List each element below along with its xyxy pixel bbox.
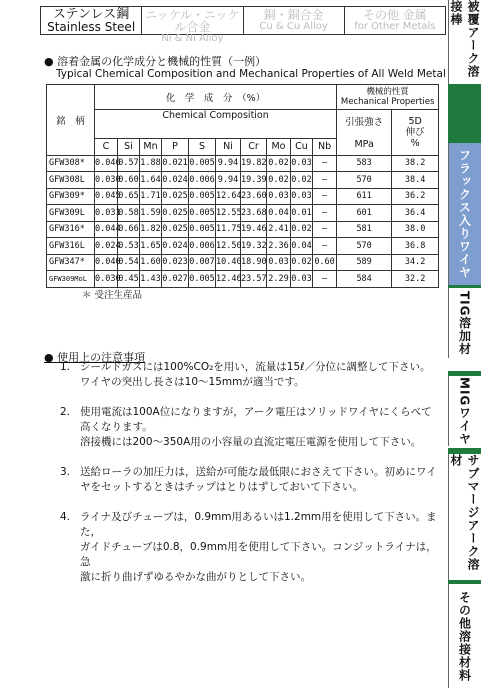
value-cell: 32.2 [392,271,439,288]
value-cell: 1.59 [140,205,162,222]
table-row [47,155,439,172]
top-tab-en: Ni & Ni Alloy [161,33,224,44]
value-cell: 12.50 [216,238,241,255]
footnote: ＊ 受注生産品 [82,290,143,301]
value-cell: 0.02 [267,155,291,172]
sidebar-divider [448,84,481,143]
value-cell: 0.60 [313,254,337,271]
sidebar-tab-label: サブマージアーク溶材 [449,454,480,571]
value-cell: 0.025 [162,188,189,205]
element-header: Mo [267,139,291,156]
element-header: Cu [291,139,313,156]
sidebar-tab-3[interactable] [448,376,481,446]
section-title-composition: ● 溶着金属の化学成分と機械的性質（一例） [44,55,267,68]
element-header: P [162,139,189,156]
value-cell: 0.007 [189,254,216,271]
value-cell: 0.024 [95,238,118,255]
value-cell: 0.01 [291,205,313,222]
caution-line: ガイドチューブは0.8，0.9mm用を使用して下さい。コンジットライナは，急 [80,541,437,568]
sidebar-tab-4[interactable] [448,454,481,582]
material-category-tabs [40,6,446,44]
caution-line: 送給ローラの加圧力は，送給が可能な最低限におさえて下さい。初めにワイ [80,466,437,478]
value-cell: 0.044 [95,221,118,238]
caution-line: ヤをセットするときはチップはとりはずしておいて下さい。 [80,481,363,493]
value-cell: 11.75 [216,221,241,238]
table-row [47,271,439,288]
sidebar-tab-label: MIGワイヤ [457,376,472,446]
brand-header: 銘 柄 [47,85,95,156]
top-tab-3[interactable] [344,7,445,34]
element-header: S [189,139,216,156]
value-cell: 0.02 [291,221,313,238]
value-cell: 0.66 [118,221,140,238]
top-tab-jp: ニッケル・ニッケル合金 [145,8,240,34]
value-cell: 23.68 [241,205,267,222]
brand-cell: GFW308* [47,155,95,172]
value-cell: 570 [337,172,392,189]
value-cell: 1.82 [140,221,162,238]
brand-cell: GFW316* [47,221,95,238]
table-row [47,238,439,255]
value-cell: — [313,155,337,172]
value-cell: 0.54 [118,254,140,271]
value-cell: — [313,271,337,288]
value-cell: 1.64 [140,172,162,189]
value-cell: 12.55 [216,205,241,222]
caution-item [60,405,440,450]
value-cell: 36.2 [392,188,439,205]
value-cell: 38.4 [392,172,439,189]
value-cell: 36.8 [392,238,439,255]
value-cell: 0.030 [95,172,118,189]
value-cell: 2.36 [267,238,291,255]
value-cell: 0.02 [291,172,313,189]
value-cell: 0.024 [162,238,189,255]
value-cell: 2.29 [267,271,291,288]
value-cell: 12.64 [216,188,241,205]
value-cell: 570 [337,238,392,255]
value-cell: 0.57 [118,155,140,172]
value-cell: 0.03 [291,155,313,172]
top-tab-en: Stainless Steel [47,20,136,34]
value-cell: 19.82 [241,155,267,172]
value-cell: 36.4 [392,205,439,222]
table-row [47,254,439,271]
sidebar-divider [448,448,481,454]
section-subtitle-composition: Typical Chemical Composition and Mechanical Properties of All Weld Metal [56,68,446,80]
value-cell: 0.025 [162,205,189,222]
value-cell: 9.94 [216,172,241,189]
elongation-header: 5D 伸び % [392,110,439,156]
element-header: C [95,139,118,156]
cautions-title: ● 使用上の注意事項 [44,351,146,364]
caution-line: シールドガスには100%CO₂を用い，流量は15ℓ／分位に調整して下さい。 [80,361,431,373]
caution-number: 4. [60,511,71,523]
value-cell: 0.005 [189,271,216,288]
value-cell: 0.005 [189,221,216,238]
value-cell: 1.43 [140,271,162,288]
value-cell: 0.023 [162,254,189,271]
table-row [47,205,439,222]
value-cell: 0.03 [267,188,291,205]
value-cell: — [313,188,337,205]
table-row [47,172,439,189]
sidebar-tab-label: TIG溶加材 [457,290,472,356]
value-cell: 0.04 [267,205,291,222]
value-cell: 19.32 [241,238,267,255]
value-cell: 0.025 [162,221,189,238]
composition-table [46,84,439,288]
brand-cell: GFW308L [47,172,95,189]
chem-header-en: Chemical Composition [95,110,337,139]
caution-number: 1. [60,361,71,373]
value-cell: 601 [337,205,392,222]
value-cell: 0.005 [189,155,216,172]
value-cell: 0.024 [162,172,189,189]
value-cell: 0.58 [118,205,140,222]
sidebar-divider [448,371,481,376]
sidebar-tab-label: フラックス入りワイヤ [457,149,472,279]
value-cell: 1.65 [140,238,162,255]
top-tab-en: for Other Metals [354,21,436,32]
caution-line: 高くなります。 [80,421,153,433]
value-cell: 583 [337,155,392,172]
element-header: Si [118,139,140,156]
value-cell: 0.046 [95,155,118,172]
value-cell: 611 [337,188,392,205]
value-cell: 0.03 [291,188,313,205]
value-cell: 0.006 [189,238,216,255]
sidebar-tab-2[interactable] [448,288,481,358]
value-cell: 2.41 [267,221,291,238]
brand-cell: GFW316L [47,238,95,255]
value-cell: 0.60 [118,172,140,189]
top-tab-2[interactable] [243,7,344,34]
top-tab-0[interactable] [41,7,141,34]
value-cell: 584 [337,271,392,288]
caution-line: 激に折り曲げずゆるやかな曲がりとして下さい。 [80,571,311,583]
brand-cell: GFW347* [47,254,95,271]
caution-item [60,360,440,390]
element-header: Mn [140,139,162,156]
value-cell: 23.60 [241,188,267,205]
brand-cell: GFW309* [47,188,95,205]
value-cell: 0.021 [162,155,189,172]
caution-item [60,510,440,585]
caution-item [60,465,440,495]
value-cell: 0.65 [118,188,140,205]
value-cell: 34.2 [392,254,439,271]
value-cell: 0.045 [95,188,118,205]
value-cell: 23.57 [241,271,267,288]
brand-cell: GFW309MoL [47,271,95,288]
value-cell: 9.94 [216,155,241,172]
chem-header-jp: 化 学 成 分 （%） [95,85,337,110]
table-row [47,221,439,238]
top-tab-1[interactable] [141,7,242,44]
sidebar-tab-0[interactable] [448,0,481,84]
value-cell: 581 [337,221,392,238]
value-cell: — [313,221,337,238]
value-cell: 38.2 [392,155,439,172]
value-cell: 0.040 [95,254,118,271]
element-header: Cr [241,139,267,156]
caution-line: ワイヤの突出し長さは10～15mmが適当です。 [80,376,305,388]
value-cell: 10.40 [216,254,241,271]
element-header: Nb [313,139,337,156]
sidebar-tab-label: その他溶接材料 [457,590,472,682]
value-cell: 0.005 [189,188,216,205]
caution-number: 3. [60,466,71,478]
value-cell: 0.45 [118,271,140,288]
value-cell: 0.027 [162,271,189,288]
value-cell: 1.71 [140,188,162,205]
value-cell: 0.04 [291,238,313,255]
sidebar-tab-5[interactable] [448,584,481,688]
value-cell: 0.005 [189,205,216,222]
caution-line: 使用電流は100A位になりますが，アーク電圧はソリッドワイヤにくらべて [80,406,432,418]
sidebar-tab-1[interactable] [448,143,481,285]
value-cell: 19.46 [241,221,267,238]
caution-number: 2. [60,406,71,418]
product-sidebar [448,0,481,688]
sidebar-tab-label: 被覆アーク溶接棒 [449,0,480,78]
table-row [47,188,439,205]
top-tab-jp: その他 金属 [362,8,427,22]
top-tab-jp: ステンレス鋼 [52,7,130,22]
caution-line: 溶接機には200～350A用の小容量の直流定電圧電源を使用して下さい。 [80,436,422,448]
value-cell: 0.02 [267,172,291,189]
value-cell: — [313,238,337,255]
value-cell: 0.03 [291,271,313,288]
value-cell: 0.006 [189,172,216,189]
value-cell: 0.030 [95,271,118,288]
value-cell: 0.031 [95,205,118,222]
value-cell: 12.46 [216,271,241,288]
caution-line: ライナ及びチューブは，0.9mm用あるいは1.2mm用を使用して下さい。また， [80,511,437,538]
value-cell: — [313,172,337,189]
value-cell: 0.02 [291,254,313,271]
value-cell: 1.88 [140,155,162,172]
top-tab-en: Cu & Cu Alloy [259,21,328,32]
value-cell: 589 [337,254,392,271]
sidebar-divider [448,580,481,584]
value-cell: 38.0 [392,221,439,238]
tensile-header: 引張強さ MPa [337,110,392,156]
value-cell: 0.53 [118,238,140,255]
value-cell: 0.03 [267,254,291,271]
value-cell: 1.60 [140,254,162,271]
top-tab-jp: 銅・銅合金 [263,8,324,22]
brand-cell: GFW309L [47,205,95,222]
value-cell: — [313,205,337,222]
value-cell: 19.39 [241,172,267,189]
value-cell: 18.90 [241,254,267,271]
sidebar-divider [448,285,481,288]
mech-header: 機械的性質 Mechanical Properties [337,85,439,110]
element-header: Ni [216,139,241,156]
